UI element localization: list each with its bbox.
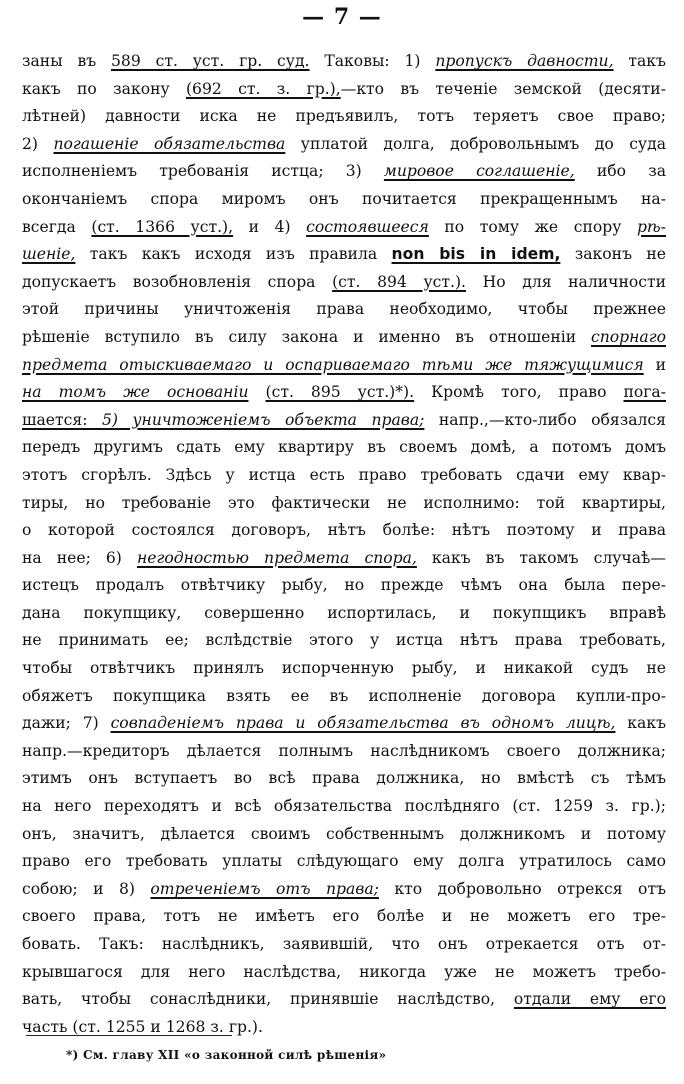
text-line xyxy=(22,103,666,131)
text-line xyxy=(22,434,666,462)
text-line xyxy=(22,683,666,711)
text-segment xyxy=(249,383,266,401)
text-segment: Кромѣ того, право xyxy=(414,383,624,402)
underlined-text: пога- xyxy=(623,383,666,402)
text-line xyxy=(22,269,666,297)
page-number: — 7 — xyxy=(302,4,382,30)
text-line xyxy=(22,848,666,876)
underlined-text: (ст. 895 уст.)*). xyxy=(265,383,415,402)
text-line xyxy=(22,186,666,214)
text-line xyxy=(22,931,666,959)
text-segment: напр.—кредиторъ дѣлается полнымъ наслѣдникомъ своего должника; xyxy=(22,741,666,760)
text-segment: бовать. Такъ: наслѣдникъ, заявившій, что онъ отрекается отъ от- xyxy=(22,935,666,953)
footnote-rule xyxy=(26,1035,232,1036)
underlined-text: погашеніе обязательства xyxy=(53,134,286,153)
text-segment: такъ xyxy=(613,52,666,70)
text-segment: какъ въ такомъ случаѣ— xyxy=(416,548,666,567)
footnote: *) См. главу XII «о законной силѣ рѣшенія» xyxy=(66,1048,387,1062)
text-segment: лѣтней) давности иска не предъявилъ, тотъ теряетъ свое право; xyxy=(22,107,666,126)
text-segment: и xyxy=(643,355,666,374)
text-segment: своего права, тотъ не имѣетъ его болѣе и не можетъ его тре- xyxy=(22,907,666,926)
text-line xyxy=(22,158,666,186)
text-segment: законъ не xyxy=(560,245,666,264)
text-segment: уплатой долга, добровольнымъ до суда xyxy=(285,134,666,153)
underlined-text: отреченіемъ отъ права; xyxy=(150,879,379,898)
text-segment: всегда xyxy=(22,217,92,236)
text-segment: часть (ст. 1255 и 1268 з. гр.). xyxy=(22,1017,263,1036)
text-segment: онъ, значитъ, дѣлается своимъ собственнымъ должникомъ и потому xyxy=(22,824,666,843)
text-segment: 2) xyxy=(22,134,54,153)
underlined-text: совпаденіемъ права и обязательства въ одномъ лицѣ, xyxy=(110,714,616,733)
text-line xyxy=(22,793,666,821)
text-segment: ибо за xyxy=(574,162,666,181)
text-line xyxy=(22,655,666,683)
underlined-text: (ст. 894 уст.). xyxy=(332,272,467,291)
text-line xyxy=(22,76,666,104)
text-segment: не принимать ее; вслѣдствіе этого у истца нѣтъ права требовать, xyxy=(22,631,666,650)
underlined-text: (ст. 1366 уст.), xyxy=(91,217,234,236)
text-segment: Таковы: 1) xyxy=(309,52,436,70)
text-line xyxy=(22,462,666,490)
underlined-text: спорнаго xyxy=(591,327,666,346)
text-segment: дана покупщику, совершенно испортилась, и покупщикъ вправѣ xyxy=(22,603,666,622)
text-segment: на него переходятъ и всѣ обязательства послѣдняго (ст. 1259 з. гр.); xyxy=(22,797,666,816)
text-line xyxy=(22,131,666,159)
text-segment: исполненіемъ требованія истца; 3) xyxy=(22,162,384,181)
text-segment: допускаетъ возобновленія спора xyxy=(22,272,333,291)
text-line xyxy=(22,324,666,352)
text-line xyxy=(22,738,666,766)
text-line xyxy=(22,710,666,738)
text-segment: передъ другимъ сдать ему квартиру въ своемъ домѣ, а потомъ домъ xyxy=(22,438,666,457)
text-segment: какъ xyxy=(615,714,666,733)
text-line xyxy=(22,490,666,518)
text-line xyxy=(22,821,666,849)
underlined-text: пропускъ давности, xyxy=(435,52,614,70)
text-segment: этой причины уничтоженія права необходимо, чтобы прежнее xyxy=(22,300,666,319)
text-line xyxy=(22,296,666,324)
underlined-text: на томъ же основаніи xyxy=(22,383,249,402)
underlined-text: non bis in idem, xyxy=(391,245,561,264)
text-line xyxy=(22,214,666,242)
text-segment: окончаніемъ спора миромъ онъ почитается прекращеннымъ на- xyxy=(22,189,666,208)
text-segment: тиры, но требованіе это фактически не исполнимо: той квартиры, xyxy=(22,493,666,512)
text-line xyxy=(22,48,666,76)
text-segment: дажи; 7) xyxy=(22,714,111,733)
text-segment: рѣшеніе вступило въ силу закона и именно въ отношеніи xyxy=(22,327,592,346)
text-segment: обяжетъ покупщика взять ее въ исполненіе договора купли-про- xyxy=(22,686,666,705)
text-line xyxy=(22,876,666,904)
text-segment: такъ какъ исходя изъ правила xyxy=(75,245,392,264)
text-line xyxy=(22,352,666,380)
underlined-text: (692 ст. з. гр.), xyxy=(185,79,341,98)
underlined-text: шеніе, xyxy=(22,245,76,264)
text-segment: напр.,—кто-либо обязался xyxy=(424,410,666,429)
text-line xyxy=(22,903,666,931)
underlined-text: состоявшееся xyxy=(306,217,429,236)
text-line xyxy=(22,1014,666,1042)
text-line xyxy=(22,959,666,987)
text-segment: по тому же спору xyxy=(428,217,637,236)
text-line xyxy=(22,241,666,269)
text-segment: какъ по закону xyxy=(22,79,186,98)
text-line xyxy=(22,517,666,545)
text-segment: этимъ онъ вступаетъ во всѣ права должника, но вмѣстѣ съ тѣмъ xyxy=(22,769,666,788)
text-line xyxy=(22,765,666,793)
text-line xyxy=(22,572,666,600)
text-segment: —кто въ теченіе земской (десяти- xyxy=(340,79,666,98)
underlined-text: отдали ему его xyxy=(513,990,666,1009)
text-segment: и 4) xyxy=(233,217,307,236)
text-segment: этотъ сгорѣлъ. Здѣсь у истца есть право требовать сдачи ему квар- xyxy=(22,465,666,484)
text-line xyxy=(22,600,666,628)
text-segment: чтобы отвѣтчикъ принялъ испорченную рыбу, и никакой судъ не xyxy=(22,659,666,678)
text-segment: на нее; 6) xyxy=(22,548,137,567)
text-segment: кто добровольно отрекся отъ xyxy=(378,879,666,898)
text-segment: заны въ xyxy=(22,52,111,70)
underlined-text: 5) уничтоженіемъ объекта права; xyxy=(101,410,425,429)
text-segment: крывшагося для него наслѣдства, никогда уже не можетъ требо- xyxy=(22,962,666,981)
underlined-text: шается: xyxy=(22,410,102,429)
text-segment: вать, чтобы сонаслѣдники, принявшіе наслѣдство, xyxy=(22,990,514,1009)
text-line xyxy=(22,627,666,655)
body-text xyxy=(22,48,666,1041)
underlined-text: мировое соглашеніе, xyxy=(383,162,575,181)
text-line xyxy=(22,407,666,435)
text-line xyxy=(22,379,666,407)
underlined-text: негодностью предмета спора, xyxy=(136,548,417,567)
text-segment: Но для наличности xyxy=(466,272,666,291)
text-line xyxy=(22,545,666,573)
text-segment: о которой состоялся договоръ, нѣтъ болѣе: нѣтъ поэтому и права xyxy=(22,521,666,540)
text-segment: собою; и 8) xyxy=(22,879,151,898)
underlined-text: рѣ- xyxy=(636,217,666,236)
text-line xyxy=(22,986,666,1014)
underlined-text: 589 ст. уст. гр. суд. xyxy=(111,52,310,70)
underlined-text: предмета отыскиваемаго и оспариваемаго тѣми же тяжущимися xyxy=(22,355,644,374)
text-segment: истецъ продалъ отвѣтчику рыбу, но прежде чѣмъ она была пере- xyxy=(22,576,666,595)
text-segment: право его требовать уплаты слѣдующаго ему долга утратилось само xyxy=(22,852,666,871)
